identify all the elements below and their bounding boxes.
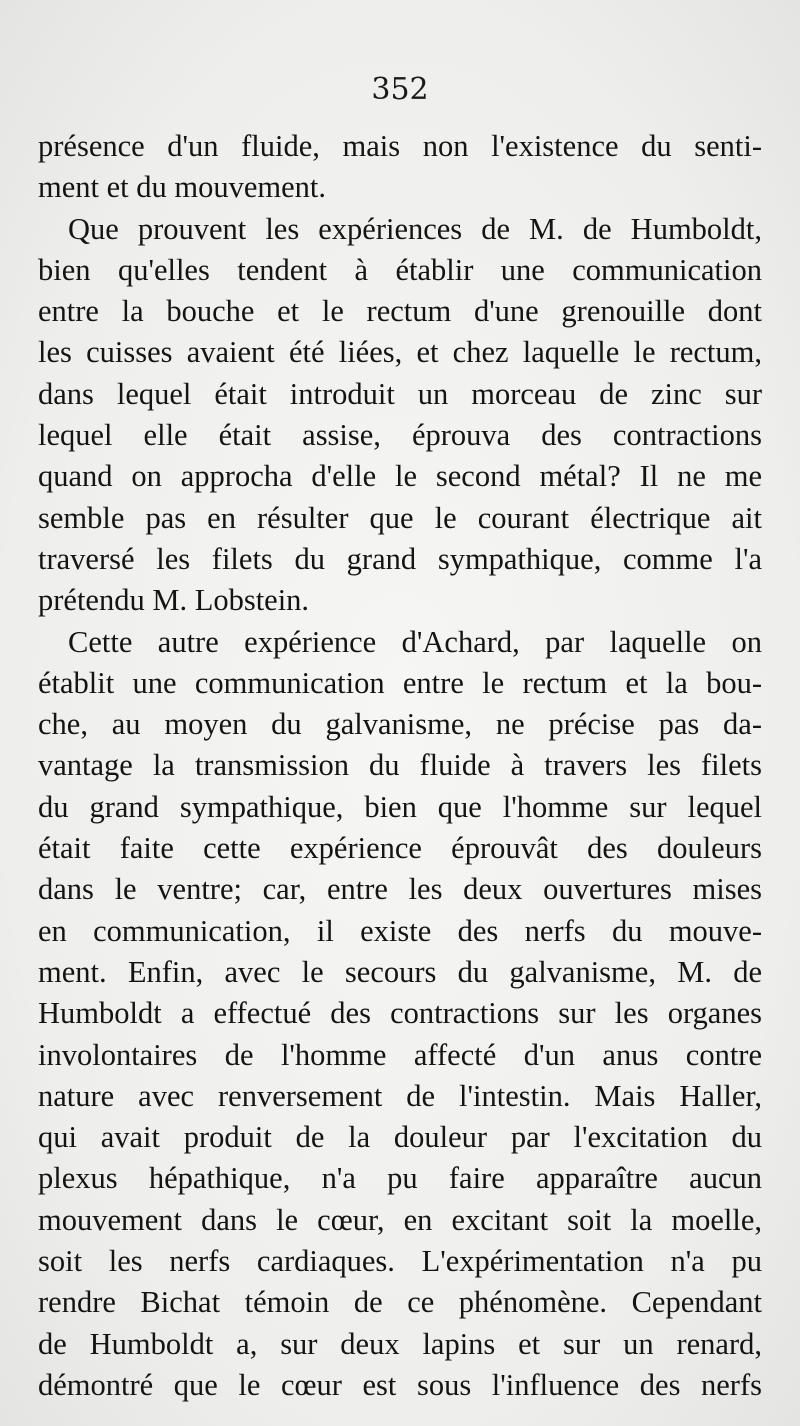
text-line: semble pas en résulter que le courant électrique ait [38, 500, 762, 535]
text-line: prétendu M. Lobstein. [38, 583, 310, 618]
text-line: mouvement dans le cœur, en excitant soit la moelle, [38, 1202, 762, 1237]
text-line: quand on approcha d'elle le second métal? Il ne me [38, 459, 762, 494]
text-line: nature avec renversement de l'intestin. Mais Haller, [38, 1078, 762, 1113]
text-line: de Humboldt a, sur deux lapins et sur un renard, [38, 1326, 762, 1361]
text-line: rendre Bichat témoin de ce phénomène. Cependant [38, 1285, 762, 1320]
text-line: dans le ventre; car, entre les deux ouvertures mises [38, 872, 762, 907]
text-line: démontré que le cœur est sous l'influence des nerfs [38, 1367, 762, 1402]
text-line: présence d'un fluide, mais non l'existence du senti- [38, 129, 762, 163]
text-line: lequel elle était assise, éprouva des contractions [38, 418, 762, 453]
text-line: entre la bouche et le rectum d'une grenouille dont [38, 294, 762, 329]
text-line: établit une communication entre le rectum et la bou- [38, 665, 762, 700]
page-body [38, 126, 762, 1406]
text-line: du grand sympathique, bien que l'homme sur lequel [38, 789, 762, 824]
text-line: qui avait produit de la douleur par l'excitation du [38, 1120, 762, 1155]
text-line: vantage la transmission du fluide à travers les filets [38, 748, 762, 783]
text-line: bien qu'elles tendent à établir une communication [38, 252, 762, 287]
text-line: dans lequel était introduit un morceau de zinc sur [38, 376, 762, 411]
text-line: plexus hépathique, n'a pu faire apparaître aucun [38, 1161, 762, 1196]
text-line: ment et du mouvement. [38, 170, 326, 205]
text-line: était faite cette expérience éprouvât des douleurs [38, 831, 762, 866]
text-line: che, au moyen du galvanisme, ne précise pas da- [38, 707, 762, 742]
text-line: ment. Enfin, avec le secours du galvanisme, M. de [38, 954, 762, 989]
text-line: soit les nerfs cardiaques. L'expérimentation n'a pu [38, 1244, 762, 1279]
text-line: traversé les filets du grand sympathique, comme l'a [38, 541, 762, 576]
text-line: les cuisses avaient été liées, et chez laquelle le rectum, [38, 335, 762, 370]
text-line: en communication, il existe des nerfs du mouve- [38, 913, 762, 948]
text-line: Humboldt a effectué des contractions sur les organes [38, 996, 762, 1031]
text-line: Que prouvent les expériences de M. de Humboldt, [68, 211, 762, 246]
page-number: 352 [371, 72, 429, 107]
text-line: involontaires de l'homme affecté d'un anus contre [38, 1037, 762, 1072]
text-line: Cette autre expérience d'Achard, par laquelle on [68, 624, 762, 659]
